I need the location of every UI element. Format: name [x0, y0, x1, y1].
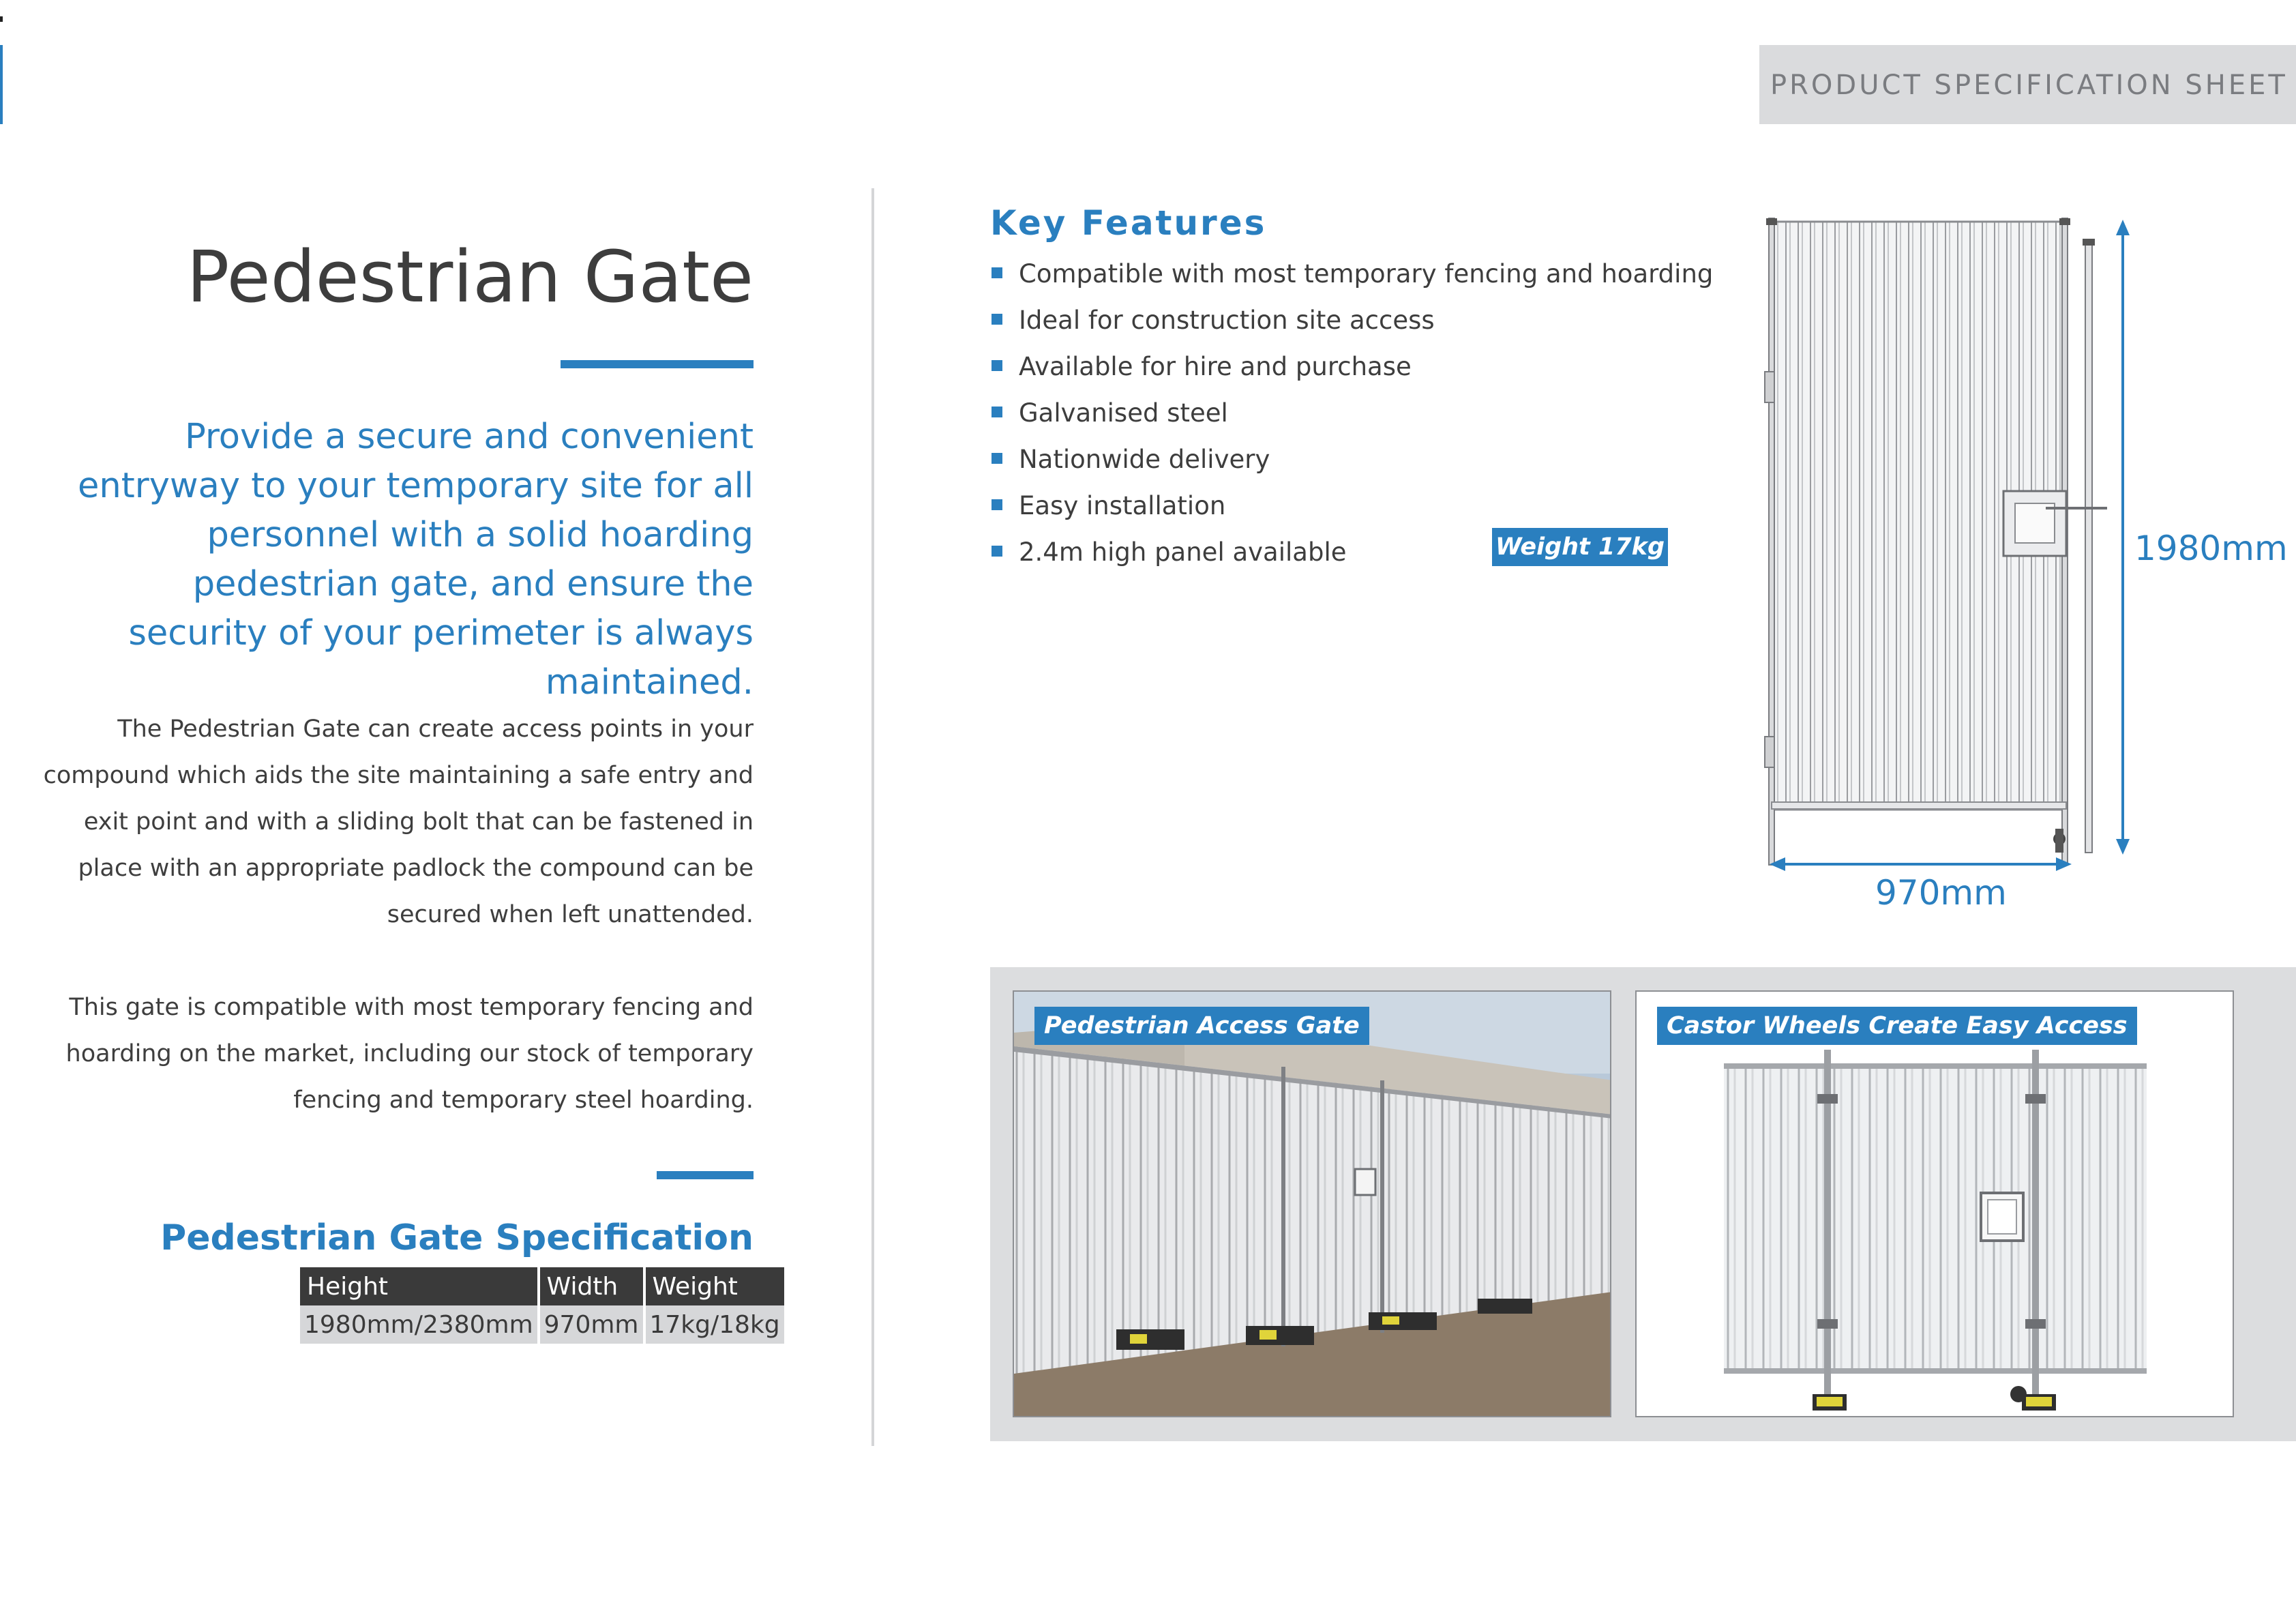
- site-photo-illustration: [1014, 992, 1611, 1417]
- list-item: [990, 393, 1713, 439]
- spec-table-header: [300, 1267, 784, 1305]
- spec-header-width: Width: [540, 1267, 643, 1305]
- spec-cell-width: 970mm: [540, 1305, 643, 1344]
- spec-header-height: Height: [300, 1267, 537, 1305]
- arrow-up-icon: [2116, 220, 2130, 235]
- list-item: [990, 300, 1713, 346]
- photo-castor-wheels: [1635, 990, 2234, 1417]
- column-divider: [871, 188, 874, 1446]
- page-edge-accent: [0, 45, 3, 124]
- photo-label-castor-wheels: Castor Wheels Create Easy Access: [1657, 1007, 2137, 1045]
- spec-sheet-tab-label: PRODUCT SPECIFICATION SHEET: [1770, 70, 2288, 101]
- feature-text: Easy installation: [1019, 491, 1226, 520]
- height-dimension-label: 1980mm: [2134, 529, 2288, 568]
- square-bullet-icon: [992, 499, 1002, 510]
- list-item: [990, 486, 1713, 532]
- feature-text: Nationwide delivery: [1019, 445, 1270, 474]
- list-item: [990, 439, 1713, 486]
- photo-label-pedestrian-access-gate: Pedestrian Access Gate: [1034, 1007, 1369, 1045]
- square-bullet-icon: [992, 546, 1002, 557]
- spec-sheet-tab: [1759, 45, 2296, 124]
- spec-header-weight: Weight: [646, 1267, 784, 1305]
- table-row: [300, 1305, 784, 1344]
- spec-cell-height: 1980mm/2380mm: [300, 1305, 537, 1344]
- spec-title: Pedestrian Gate Specification: [160, 1217, 754, 1258]
- title-rule: [561, 360, 754, 368]
- width-dimension-label: 970mm: [1875, 873, 2007, 913]
- intro-text: Provide a secure and convenient entryway to your temporary site for all personnel with a solid hoarding pedestrian gate, and ensure the security of your perimeter is always maintained.: [78, 417, 754, 703]
- feature-text: 2.4m high panel available: [1019, 537, 1347, 567]
- arrow-down-icon: [2116, 839, 2130, 855]
- spec-rule: [657, 1171, 754, 1179]
- square-bullet-icon: [992, 267, 1002, 278]
- spec-table: [297, 1267, 787, 1344]
- feature-text: Galvanised steel: [1019, 398, 1228, 428]
- feature-text: Available for hire and purchase: [1019, 352, 1412, 381]
- castor-wheels-illustration: [1637, 992, 2234, 1417]
- page-corner-mark: [0, 16, 3, 22]
- square-bullet-icon: [992, 360, 1002, 371]
- spec-cell-weight: 17kg/18kg: [646, 1305, 784, 1344]
- gate-drawing: [1759, 205, 2114, 887]
- description-paragraph-2: This gate is compatible with most temporary fencing and hoarding on the market, including our stock of temporary fencing and temporary steel hoarding.: [65, 994, 754, 1114]
- square-bullet-icon: [992, 314, 1002, 325]
- feature-text: Compatible with most temporary fencing and hoarding: [1019, 259, 1714, 289]
- feature-text: Ideal for construction site access: [1019, 306, 1435, 335]
- list-item: [990, 254, 1713, 300]
- list-item: [990, 346, 1713, 393]
- key-features-title: Key Features: [990, 203, 1267, 243]
- square-bullet-icon: [992, 407, 1002, 417]
- description-paragraph-1: The Pedestrian Gate can create access points in your compound which aids the site maintaining a safe entry and exit point and with a sliding bolt that can be fastened in place with an appropriate padlock the compound can be secured when left unattended.: [43, 715, 754, 928]
- photo-pedestrian-access-gate: [1013, 990, 1611, 1417]
- weight-badge: Weight 17kg: [1492, 528, 1668, 566]
- page-title: Pedestrian Gate: [186, 235, 754, 319]
- square-bullet-icon: [992, 453, 1002, 464]
